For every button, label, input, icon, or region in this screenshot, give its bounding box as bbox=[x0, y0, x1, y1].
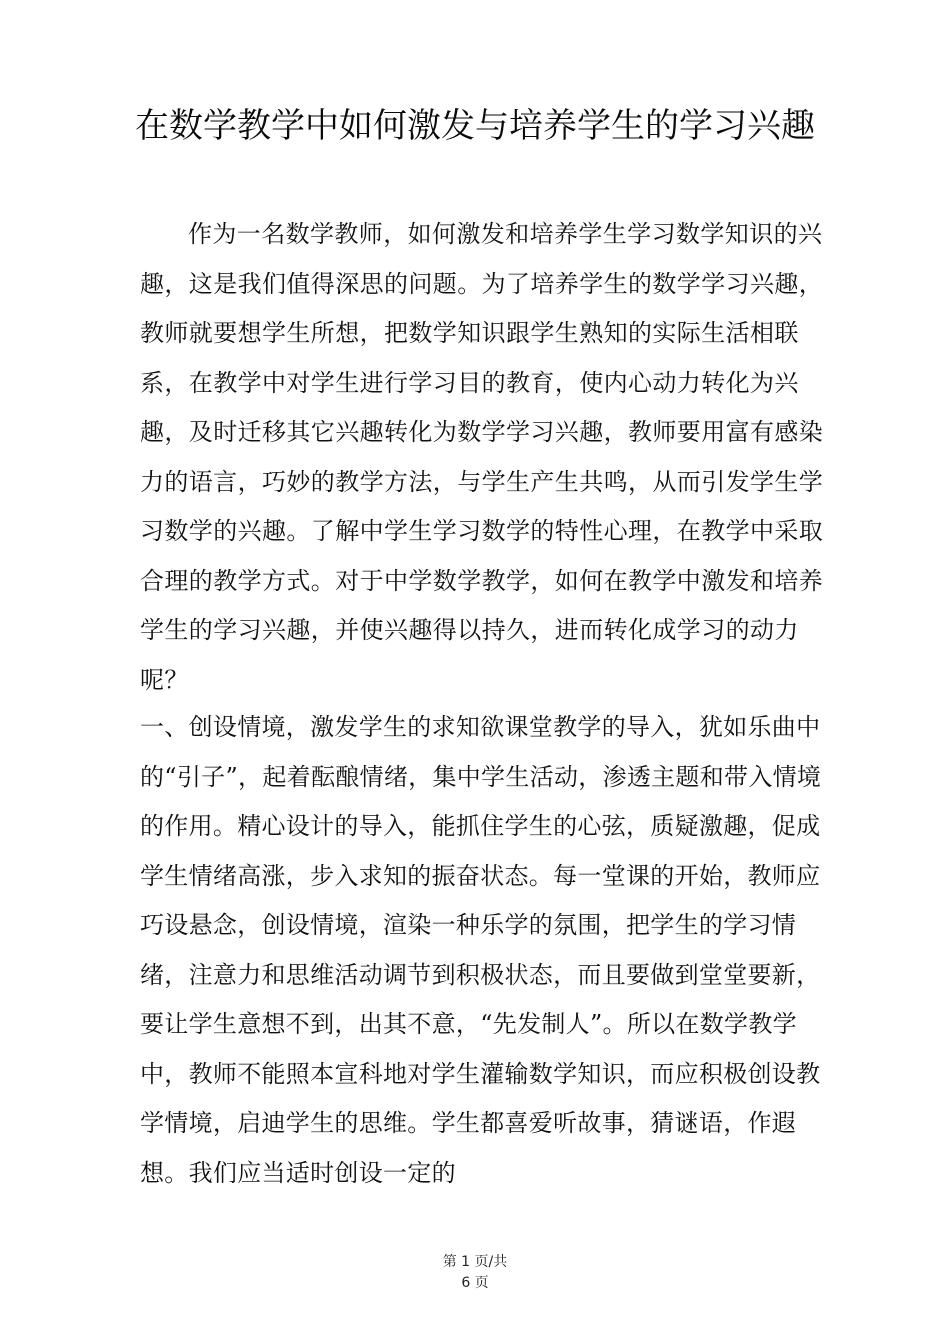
page-number-line1: 第 1 页/共 bbox=[442, 1254, 508, 1270]
section-one-paragraph: 一、创设情境，激发学生的求知欲课堂教学的导入，犹如乐曲中的“引子”，起着酝酿情绪，集中学生活动，渗透主题和带入情境的作用。精心设计的导入，能抓住学生的心弦，质疑激趣，促成学生情绪高涨，步入求知的振奋状态。每一堂课的开始，教师应巧设悬念，创设情境，渲染一种乐学的氛围，把学生的学习情绪，注意力和思维活动调节到积极状态，而且要做到堂堂要新，要让学生意想不到，出其不意，“先发制人”。所以在数学教学中，教师不能照本宣科地对学生灌输数学知识，而应积极创设教学情境，启迪学生的思维。学生都喜爱听故事，猜谜语，作遐想。我们应当适时创设一定的 bbox=[140, 713, 822, 1187]
intro-paragraph: 作为一名数学教师，如何激发和培养学生学习数学知识的兴趣，这是我们值得深思的问题。为了培养学生的数学学习兴趣，教师就要想学生所想，把数学知识跟学生熟知的实际生活相联系，在教学中对学生进行学习目的教育，使内心动力转化为兴趣，及时迁移其它兴趣转化为数学学习兴趣，教师要用富有感染力的语言，巧妙的教学方法，与学生产生共鸣，从而引发学生学习数学的兴趣。了解中学生学习数学的特性心理，在教学中采取合理的教学方式。对于中学数学教学，如何在教学中激发和培养学生的学习兴趣，并使兴趣得以持久，进而转化成学习的动力呢？ bbox=[140, 220, 824, 694]
page-number-line2: 6 页 bbox=[461, 1275, 489, 1291]
document-title: 在数学教学中如何激发与培养学生的学习兴趣 bbox=[135, 106, 815, 146]
page-footer bbox=[375, 1252, 575, 1294]
